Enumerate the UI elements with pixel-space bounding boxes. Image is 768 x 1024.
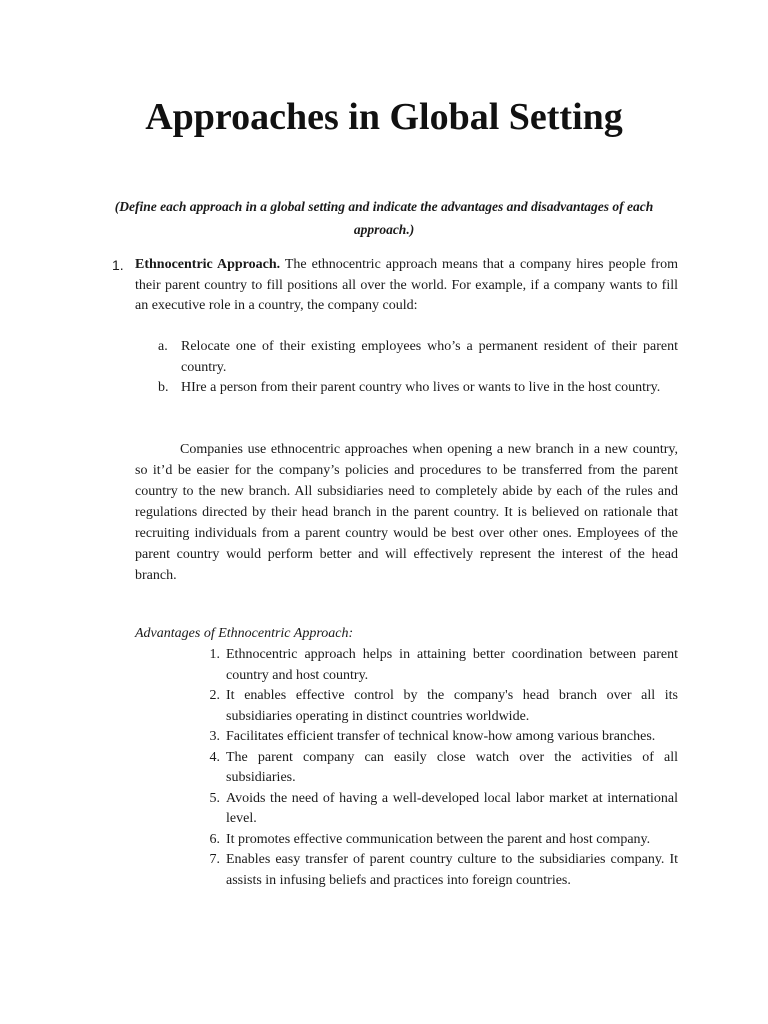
list-item-text: It promotes effective communication between the parent and host company.: [226, 831, 651, 847]
list-number: 3.: [209, 729, 220, 744]
hiring-options-list: [158, 337, 678, 399]
list-item: [200, 789, 678, 830]
list-marker: a.: [158, 339, 168, 354]
list-item-text: Avoids the need of having a well-developed local labor market at international level.: [226, 790, 678, 826]
list-number: 5.: [209, 790, 220, 806]
page-title: Approaches in Global Setting: [145, 96, 623, 138]
body-paragraph: Companies use ethnocentric approaches when opening a new branch in a new country, so it’d be easier for the company’s policies and procedures to be transferred from the parent country to the new branch. All subsidiaries need to completely abide by each of the rules and regulations directed by their head branch in the parent country. It is believed on rationale that recruiting individuals from a parent country would be best over other ones. Employees of the parent country would perform better and will effectively represent the interest of the head branch.: [135, 442, 678, 583]
advantages-heading: Advantages of Ethnocentric Approach:: [135, 626, 354, 641]
list-item: [200, 686, 678, 727]
section-number: 1.: [112, 257, 124, 273]
list-number: 7.: [209, 852, 220, 867]
list-number: 2.: [209, 688, 220, 703]
section-intro-text: The ethnocentric approach means that a company hires people from their parent country to fill positions all over the world. For example, if a company wants to fill an executive role in a country, the company could:: [135, 257, 678, 313]
list-item: [200, 645, 678, 686]
list-item: [200, 748, 678, 789]
list-item: [200, 830, 678, 851]
list-item: [158, 337, 678, 378]
list-item-text: It enables effective control by the company's head branch over all its subsidiaries operating in distinct countries worldwide.: [226, 688, 678, 724]
list-item: [200, 850, 678, 891]
list-item-text: Relocate one of their existing employees who’s a permanent resident of their parent country.: [181, 339, 678, 375]
list-marker: b.: [158, 380, 169, 395]
list-item: [200, 727, 678, 748]
assignment-instructions: (Define each approach in a global setting and indicate the advantages and disadvantages of each approach.): [114, 199, 654, 237]
list-item: [158, 378, 678, 399]
section-heading: Ethnocentric Approach.: [135, 257, 281, 272]
list-item-text: Enables easy transfer of parent country culture to the subsidiaries company. It assists in infusing beliefs and practices into foreign countries.: [226, 852, 678, 888]
section-intro: [135, 255, 678, 317]
list-item-text: Ethnocentric approach helps in attaining better coordination between parent country and host country.: [226, 647, 678, 683]
list-number: 6.: [209, 831, 220, 847]
advantages-list: [200, 645, 678, 891]
list-number: 1.: [209, 647, 220, 662]
list-item-text: HIre a person from their parent country who lives or wants to live in the host country.: [181, 380, 661, 395]
list-item-text: Facilitates efficient transfer of technical know-how among various branches.: [226, 729, 656, 744]
list-item-text: The parent company can easily close watch over the activities of all subsidiaries.: [226, 749, 678, 785]
list-number: 4.: [209, 749, 220, 765]
